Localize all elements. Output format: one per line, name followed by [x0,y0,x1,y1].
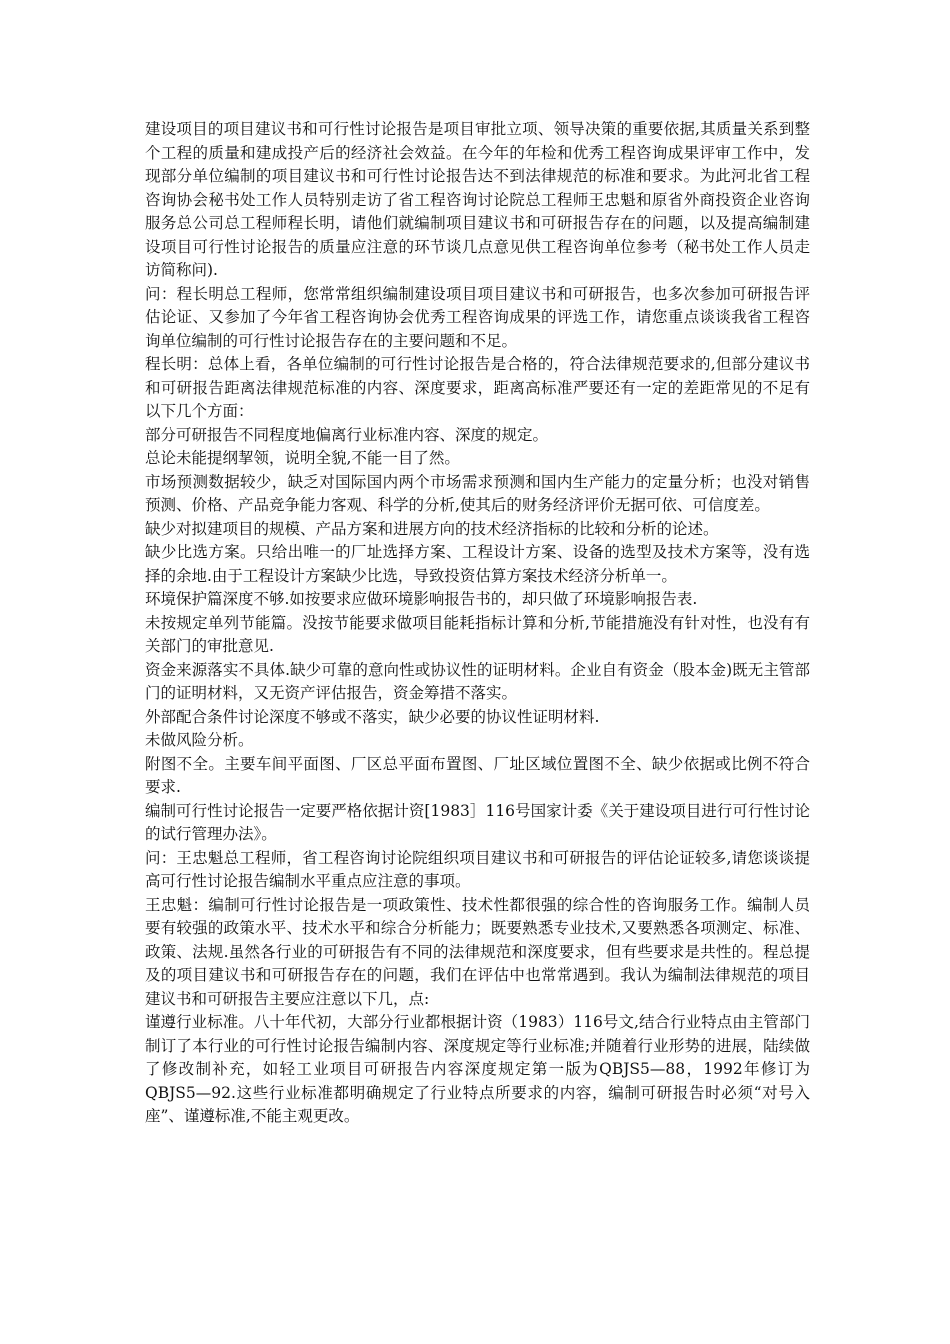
question-paragraph: 问：程长明总工程师，您常常组织编制建设项目项目建议书和可研报告，也多次参加可研报告评估论证、又参加了今年省工程咨询协会优秀工程咨询成果的评选工作，请您重点谈谈我省工程咨询单位编制的可行性讨论报告存在的主要问题和不足。 [145,284,810,350]
intro-paragraph: 建设项目的项目建议书和可行性讨论报告是项目审批立项、领导决策的重要依据,其质量关系到整个工程的质量和建成投产后的经济社会效益。在今年的年检和优秀工程咨询成果评审工作中，发现部分单位编制的项目建议书和可行性讨论报告达不到法律规范的标准和要求。为此河北省工程咨询协会秘书处工作人员特别走访了省工程咨询讨论院总工程师王忠魁和原省外商投资企业咨询服务总公司总工程师程长明，请他们就编制项目建议书和可研报告存在的问题，以及提高编制建设项目可行性讨论报告的质量应注意的环节谈几点意见供工程咨询单位参考（秘书处工作人员走访简称问). [145,120,810,279]
issue-paragraph: 部分可研报告不同程度地偏离行业标准内容、深度的规定。 [145,425,549,444]
issue-paragraph: 市场预测数据较少，缺乏对国际国内两个市场需求预测和国内生产能力的定量分析；也没对销售预测、价格、产品竞争能力客观、科学的分析,使其后的财务经济评价无据可依、可信度差。 [145,472,810,514]
regulation-paragraph: 编制可行性讨论报告一定要严格依据计资[1983］116号国家计委《关于建设项目进行可行性讨论的试行管理办法》。 [145,801,810,843]
issue-paragraph: 附图不全。主要车间平面图、厂区总平面布置图、厂址区域位置图不全、缺少依据或比例不符合要求. [145,754,810,796]
standard-paragraph: 谨遵行业标准。八十年代初，大部分行业都根据计资（1983）116号文,结合行业特点由主管部门制订了本行业的可行性讨论报告编制内容、深度规定等行业标准;并随着行业形势的进展，陆续做了修改制补充，如轻工业项目可研报告内容深度规定第一版为QBJS5—88，1992年修订为QBJS5—92.这些行业标准都明确规定了行业特点所要求的内容，编制可研报告时必须“对号入座”、谨遵标准,不能主观更改。 [145,1013,810,1125]
issue-paragraph: 缺少比选方案。只给出唯一的厂址选择方案、工程设计方案、设备的选型及技术方案等，没有选择的余地.由于工程设计方案缺少比选，导致投资估算方案技术经济分析单一。 [145,543,810,585]
issue-paragraph: 缺少对拟建项目的规模、产品方案和进展方向的技术经济指标的比较和分析的论述。 [145,519,719,538]
answer-paragraph: 程长明：总体上看，各单位编制的可行性讨论报告是合格的，符合法律规范要求的,但部分建议书和可研报告距离法律规范标准的内容、深度要求，距离高标准严要还有一定的差距常见的不足有以下几个方面： [145,355,810,420]
issue-paragraph: 资金来源落实不具体.缺少可靠的意向性或协议性的证明材料。企业自有资金（股本金)既无主管部门的证明材料，又无资产评估报告，资金筹措不落实。 [145,660,810,702]
question-paragraph: 问：王忠魁总工程师，省工程咨询讨论院组织项目建议书和可研报告的评估论证较多,请您谈谈提高可行性讨论报告编制水平重点应注意的事项。 [145,848,810,890]
issue-paragraph: 外部配合条件讨论深度不够或不落实，缺少必要的协议性证明材料. [145,707,600,726]
issue-paragraph: 未做风险分析。 [145,731,254,749]
issue-paragraph: 环境保护篇深度不够.如按要求应做环境影响报告书的，却只做了环境影响报告表. [145,590,698,608]
issue-paragraph: 总论未能提纲挈领，说明全貌,不能一目了然。 [145,449,460,467]
document-body [145,118,810,1129]
issue-paragraph: 未按规定单列节能篇。没按节能要求做项目能耗指标计算和分析,节能措施没有针对性，也没有有关部门的审批意见. [145,613,810,655]
answer-paragraph: 王忠魁：编制可行性讨论报告是一项政策性、技术性都很强的综合性的咨询服务工作。编制人员要有较强的政策水平、技术水平和综合分析能力；既要熟悉专业技术,又要熟悉各项测定、标准、政策、法规.虽然各行业的可研报告有不同的法律规范和深度要求，但有些要求是共性的。程总提及的项目建议书和可研报告存在的问题，我们在评估中也常常遇到。我认为编制法律规范的项目建议书和可研报告主要应注意以下几，点: [145,895,810,1008]
